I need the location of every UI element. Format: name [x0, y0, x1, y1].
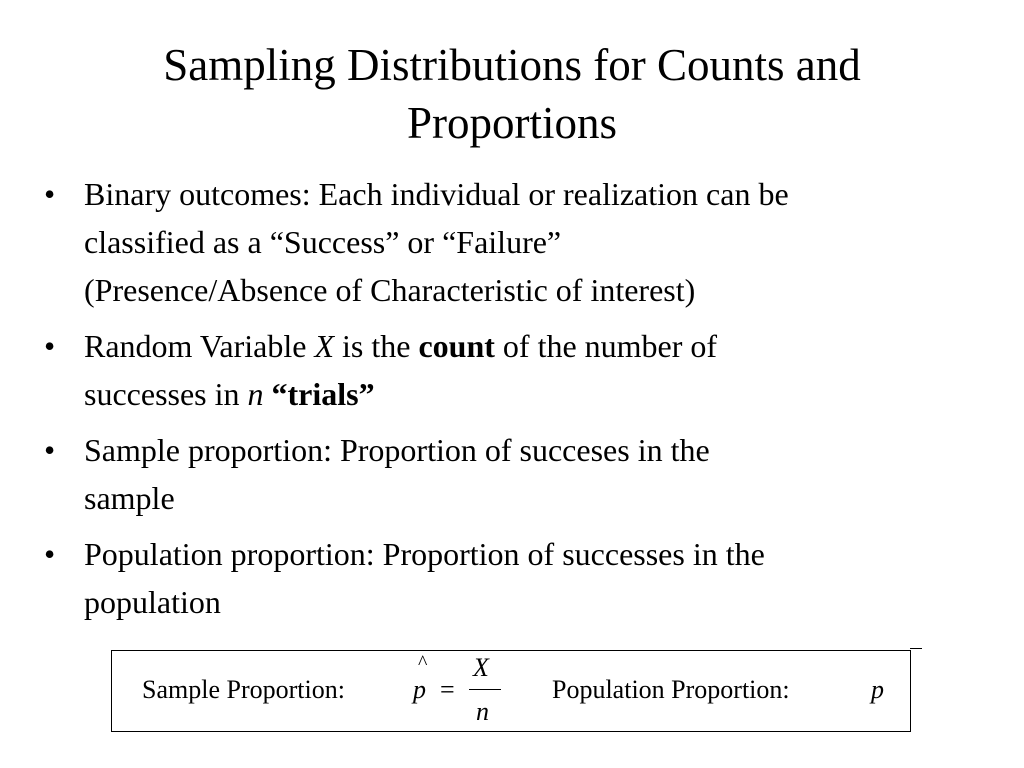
bullet-marker: • [44, 328, 56, 364]
formula-box [111, 650, 911, 732]
sample-proportion-label: Sample Proportion: [142, 675, 345, 704]
bullet-line [84, 322, 992, 370]
bullet-marker: • [44, 536, 56, 572]
bullet-binary-outcomes [42, 170, 992, 314]
bullet-random-variable [42, 322, 992, 418]
emphasis-trials: “trials” [271, 376, 375, 412]
slide-title [60, 36, 964, 152]
bullet-line: population [84, 584, 221, 620]
bullet-line: (Presence/Absence of Characteristic of interest) [84, 272, 696, 308]
fraction-denominator: n [476, 697, 489, 726]
slide-title-line-1: Sampling Distributions for Counts and [163, 40, 861, 90]
fraction-numerator: X [473, 653, 489, 682]
variable-n: n [247, 376, 264, 412]
emphasis-count: count [418, 328, 495, 364]
bullet-text [84, 322, 992, 418]
text-run [264, 376, 272, 412]
formula-box-overhang-line [910, 648, 922, 649]
bullet-population-proportion [42, 530, 992, 626]
variable-x: X [314, 328, 335, 364]
bullet-line: classified as a “Success” or “Failure” [84, 224, 562, 260]
bullet-text [84, 170, 992, 314]
p-hat-symbol: p [413, 675, 426, 704]
bullet-sample-proportion [42, 426, 992, 522]
text-run: is the [334, 328, 419, 364]
bullet-line: Population proportion: Proportion of successes in the [84, 536, 765, 572]
fraction-bar [469, 689, 501, 690]
equals-sign: = [440, 675, 455, 704]
bullet-text [84, 530, 992, 626]
text-run: Random Variable [84, 328, 315, 364]
population-proportion-label: Population Proportion: [552, 675, 790, 704]
bullet-line: sample [84, 480, 175, 516]
population-p-symbol: p [871, 675, 884, 704]
hat-accent: ^ [418, 652, 428, 674]
bullet-line [84, 370, 992, 418]
text-run: of the number of [494, 328, 718, 364]
bullet-line: Binary outcomes: Each individual or realization can be [84, 176, 789, 212]
bullet-text [84, 426, 992, 522]
bullet-marker: • [44, 432, 56, 468]
bullet-marker: • [44, 176, 56, 212]
text-run: successes in [84, 376, 248, 412]
bullet-line: Sample proportion: Proportion of succeses in the [84, 432, 710, 468]
bullet-list [42, 170, 992, 634]
slide-title-line-2: Proportions [406, 98, 617, 148]
